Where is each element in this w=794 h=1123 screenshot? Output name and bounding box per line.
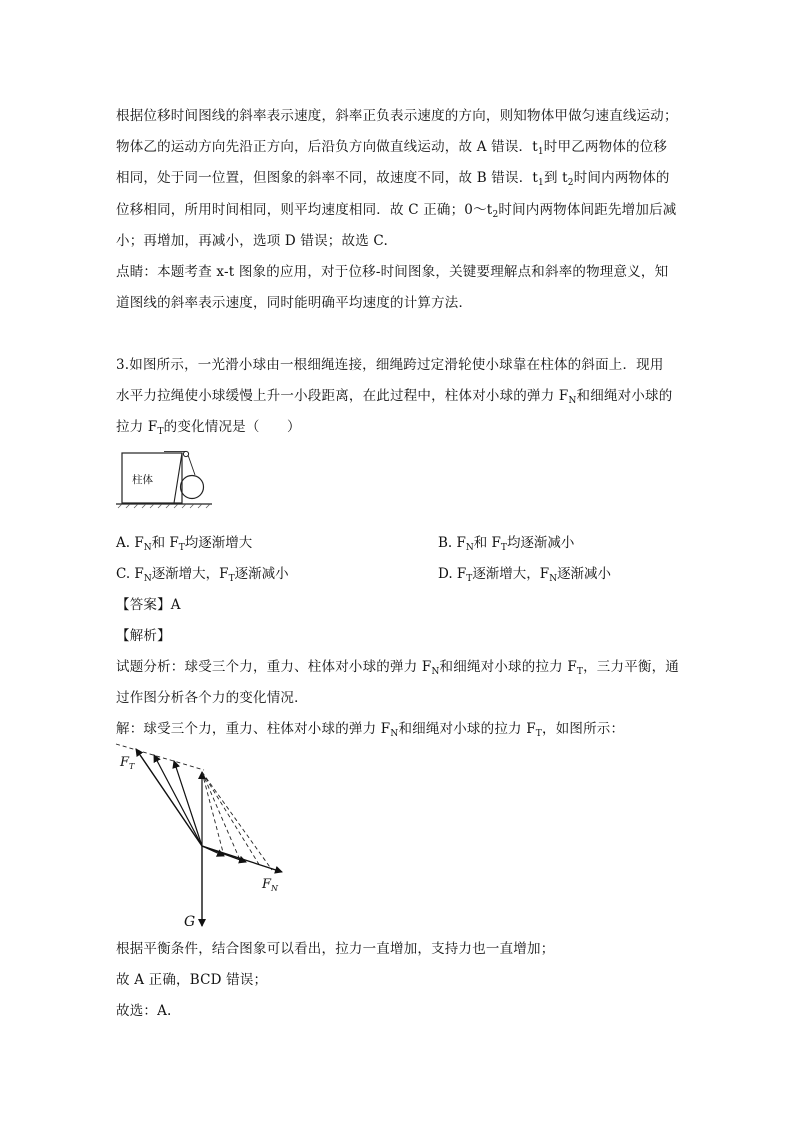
text-line: 相同，处于同一位置，但图象的斜率不同，故速度不同，故 B 错误．$t_1$到 $t_2$时间内两物体的 xyxy=(116,170,670,188)
pillar-label: 柱体 xyxy=(132,474,153,486)
text-line: 根据位移时间图线的斜率表示速度，斜率正负表示速度的方向，则知物体甲做匀速直线运动； xyxy=(116,108,678,124)
pillar-slope xyxy=(174,453,182,503)
fn-label: $F_N$ xyxy=(262,877,279,893)
ft-label: $F_T$ xyxy=(120,755,135,771)
ball xyxy=(181,476,204,499)
rope xyxy=(188,455,195,475)
text-line: 位移相同，所用时间相同，则平均速度相同．故 C 正确；$0\sim t_2$时间内两物体间距先增加后减 xyxy=(116,202,677,220)
option-d[interactable]: D. $F_T$逐渐增大，$F_N$逐渐减小 xyxy=(438,566,612,584)
conclusion-text: 故 A 正确，BCD 错误； xyxy=(116,972,268,988)
analysis-text: 试题分析：球受三个力，重力、柱体对小球的弹力 $F_N$和细绳对小球的拉力 $F_T$，三力平衡，通 xyxy=(116,659,680,677)
ground-hatch xyxy=(118,504,210,508)
option-c[interactable]: C. $F_N$逐渐增大，$F_T$逐渐减小 xyxy=(116,566,289,584)
option-b[interactable]: B. $F_N$和 $F_T$均逐渐减小 xyxy=(438,535,575,553)
question-text: 水平力拉绳使小球缓慢上升一小段距离，在此过程中，柱体对小球的弹力 $F_N$和细绳对小球的 xyxy=(116,388,673,406)
dashed-guide xyxy=(202,772,224,856)
conclusion-text: 故选：A. xyxy=(116,1003,172,1019)
conclusion-text: 根据平衡条件，结合图象可以看出，拉力一直增加，支持力也一直增加； xyxy=(116,941,555,957)
option-a[interactable]: A. $F_N$和 $F_T$均逐渐增大 xyxy=(116,535,253,553)
text-line: 点睛：本题考查 x-t 图象的应用，对于位移-时间图象，关键要理解点和斜率的物理意义，知 xyxy=(116,264,669,280)
force-diagram xyxy=(112,738,292,933)
text-line: 道图线的斜率表示速度，同时能明确平均速度的计算方法． xyxy=(116,295,473,311)
answer-label: 【答案】A xyxy=(116,597,181,613)
dashed-guide xyxy=(202,772,272,870)
question-text: 3.如图所示，一光滑小球由一根细绳连接，细绳跨过定滑轮使小球靠在柱体的斜面上．现用 xyxy=(116,357,664,373)
parallelogram-side xyxy=(136,749,202,846)
analysis-label: 【解析】 xyxy=(116,628,171,644)
analysis-text: 解：球受三个力，重力、柱体对小球的弹力 $F_N$和细绳对小球的拉力 $F_T$，如图所示： xyxy=(116,721,625,739)
g-label: G xyxy=(184,914,196,930)
pillar-ball-figure xyxy=(112,445,222,517)
analysis-text: 过作图分析各个力的变化情况． xyxy=(116,690,308,706)
question-text: 拉力 $F_T$的变化情况是（ ） xyxy=(116,419,301,437)
ft-arrow xyxy=(174,761,202,846)
ft-arrow xyxy=(154,755,202,846)
dashed-guide xyxy=(202,772,240,860)
text-line: 物体乙的运动方向先沿正方向，后沿负方向做直线运动，故 A 错误．$t_1$时甲乙两物体的位移 xyxy=(116,139,668,157)
dashed-guide xyxy=(202,772,260,866)
fn-arrow xyxy=(202,846,282,872)
text-line: 小；再增加，再减小，选项 D 错误；故选 C. xyxy=(116,233,388,249)
